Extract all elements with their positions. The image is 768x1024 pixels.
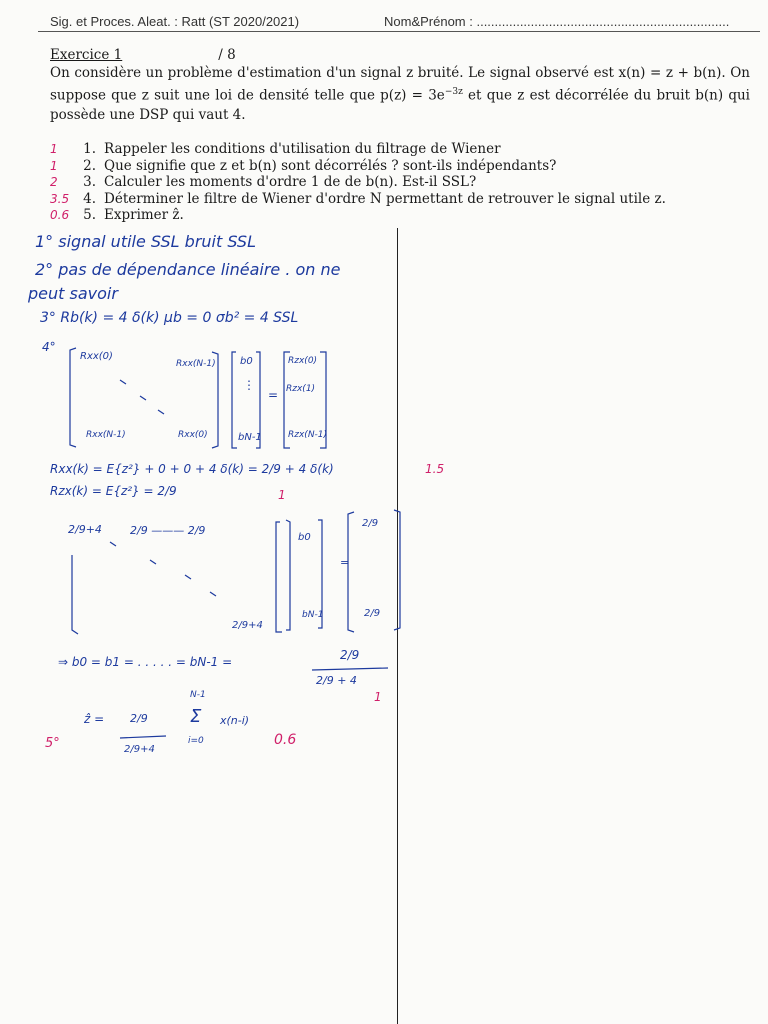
matrix1-dots: ⋮ [243, 378, 255, 392]
rzx-score: 1 [278, 488, 286, 502]
matrix2-diag-top: 2/9+4 [68, 523, 102, 536]
rzx-derivation: Rzx(k) = E{z²} = 2/9 [50, 484, 177, 498]
question-text: Exprimer ẑ. [104, 207, 184, 223]
matrix1-rxx0-top: Rxx(0) [80, 351, 113, 362]
question-text: Que signifie que z et b(n) sont décorrélés ? sont-ils indépendants? [104, 157, 557, 174]
grade-mark: 1 [50, 158, 58, 173]
solution-score: 1 [374, 690, 382, 704]
exercise-title: Exercice 1 [50, 47, 123, 63]
answer-2-continued: peut savoir [28, 284, 118, 303]
rxx-derivation: Rxx(k) = E{z²} + 0 + 0 + 4 δ(k) = 2/9 + 4 δ(k) [50, 462, 334, 476]
answer-5-sigma: Σ [190, 706, 202, 727]
matrix1-rzx0: Rzx(0) [288, 356, 318, 366]
matrix1-bn: bN-1 [238, 432, 262, 443]
question-number: 5. [83, 207, 96, 223]
answer-2: 2° pas de dépendance linéaire . on ne [35, 260, 341, 279]
grade-mark: 3.5 [50, 191, 70, 206]
statement-part-2: et que z est décorrélée du bruit b(n) qui possède une DSP qui vaut 4. [50, 87, 750, 123]
grade-mark: 0.6 [50, 208, 70, 222]
answer-3: 3° Rb(k) = 4 δ(k) μb = 0 σb² = 4 SSL [40, 310, 299, 326]
answer-5-score: 0.6 [274, 732, 297, 748]
answer-5-x: x(n-i) [220, 714, 250, 727]
statement-exponent: −3z [444, 87, 463, 97]
matrix1-rxx-n-bottom: Rxx(N-1) [86, 430, 126, 440]
solution-equation: ⇒ b0 = b1 = . . . . . = bN-1 = [58, 655, 233, 669]
solution-numerator: 2/9 [340, 648, 360, 662]
matrix2-offdiag-row: 2/9 ——— 2/9 [130, 524, 206, 537]
question-text: Calculer les moments d'ordre 1 de de b(n). Est-il SSL? [104, 174, 477, 190]
matrix2-equals: = [340, 556, 350, 569]
exercise-score: / 8 [218, 47, 236, 63]
matrix1-equals: = [268, 388, 279, 402]
grade-mark: 1 [50, 142, 58, 156]
question-number: 4. [83, 190, 96, 207]
answer-5-zhat: ẑ = [84, 712, 105, 726]
grade-mark: 2 [50, 175, 58, 189]
matrix1-rzxn: Rzx(N-1) [288, 430, 328, 440]
matrix2-rhs-bottom: 2/9 [364, 608, 381, 619]
question-text: Rappeler les conditions d'utilisation du filtrage de Wiener [104, 141, 501, 157]
question-number: 2. [83, 157, 96, 174]
question-number: 3. [83, 174, 96, 190]
answer-5-denominator: 2/9+4 [124, 744, 155, 755]
course-title: Sig. et Proces. Aleat. : Ratt (ST 2020/2021) [50, 14, 300, 29]
matrix2-rhs-top: 2/9 [362, 518, 379, 529]
matrix1-rxx0-bottom: Rxx(0) [178, 430, 208, 440]
answer-1: 1° signal utile SSL bruit SSL [35, 232, 256, 251]
solution-denominator: 2/9 + 4 [316, 674, 357, 687]
question-text: Déterminer le filtre de Wiener d'ordre N permettant de retrouver le signal utile z. [104, 190, 666, 207]
matrix2-diag-bottom: 2/9+4 [232, 620, 263, 631]
question-number: 1. [83, 141, 96, 157]
matrix2-bn: bN-1 [302, 610, 324, 620]
answer-4-label: 4° [42, 340, 56, 354]
answer-5-sum-lower: i=0 [188, 736, 204, 746]
rxx-score: 1.5 [425, 462, 445, 476]
matrix2-b0: b0 [298, 532, 311, 543]
answer-5-sum-upper: N-1 [190, 690, 206, 700]
statement-part-1: On considère un problème d'estimation d'un signal z bruité. Le signal observé est x(n) = z + b(n). On suppose que z suit une loi de densité telle que p(z) = 3e [50, 65, 750, 104]
matrix1-rzx1: Rzx(1) [286, 384, 316, 394]
matrix1-b0: b0 [240, 356, 253, 367]
answer-5-label: 5° [45, 736, 60, 751]
answer-5-numerator: 2/9 [130, 712, 148, 725]
name-field-label: Nom&Prénom : ...................................................................... [384, 14, 730, 29]
matrix1-rxx-n-top: Rxx(N-1) [176, 359, 216, 369]
